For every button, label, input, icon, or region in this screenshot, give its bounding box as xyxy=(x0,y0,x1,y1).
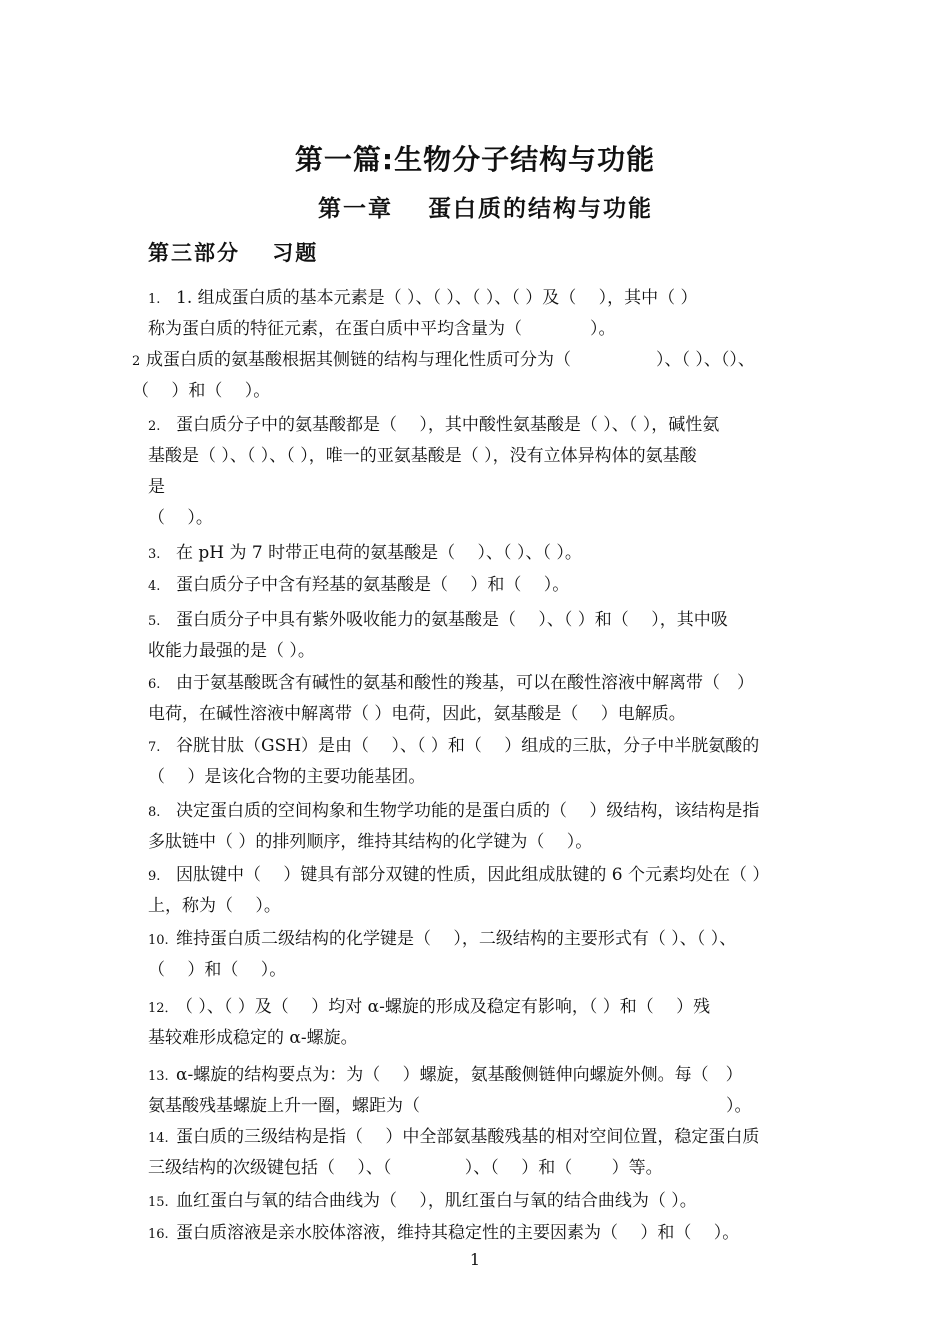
question-text: （ ）和（ ）。 xyxy=(148,960,287,980)
question-text: （ ）。 xyxy=(148,508,213,528)
question-line xyxy=(148,762,860,793)
question-number: 15. xyxy=(148,1195,169,1210)
question-line xyxy=(148,1091,860,1122)
question-number: 1. xyxy=(148,292,161,307)
question-line xyxy=(148,924,860,955)
question-line xyxy=(148,699,860,730)
question-item xyxy=(148,668,860,730)
question-text: 多肽链中（ ）的排列顺序，维持其结构的化学键为（ ）。 xyxy=(148,832,593,852)
question-text: 蛋白质分子中具有紫外吸收能力的氨基酸是（ ）、（ ）和（ ），其中吸 xyxy=(176,610,728,630)
question-text: 基较难形成稳定的 α-螺旋。 xyxy=(148,1028,358,1048)
question-text: 蛋白质溶液是亲水胶体溶液，维持其稳定性的主要因素为（ ）和（ ）。 xyxy=(176,1223,740,1243)
question-text: （ ）是该化合物的主要功能基团。 xyxy=(148,767,426,787)
question-line xyxy=(148,283,860,314)
question-text: 在 pH 为 7 时带正电荷的氨基酸是（ ）、（ ）、（ ）。 xyxy=(176,543,582,563)
question-text: 决定蛋白质的空间构象和生物学功能的是蛋白质的（ ）级结构，该结构是指 xyxy=(176,801,760,821)
question-line xyxy=(148,891,860,922)
question-line xyxy=(148,955,860,986)
question-number: 3. xyxy=(148,547,161,562)
question-text: 是 xyxy=(148,477,165,497)
question-number: 9. xyxy=(148,869,161,884)
question-item xyxy=(148,1122,860,1184)
question-number: 2. xyxy=(148,419,161,434)
question-item xyxy=(148,283,860,345)
question-line xyxy=(148,636,860,667)
question-text: 收能力最强的是（ ）。 xyxy=(148,641,315,661)
question-number: 16. xyxy=(148,1227,169,1242)
question-text: 电荷，在碱性溶液中解离带（ ）电荷，因此，氨基酸是（ ）电解质。 xyxy=(148,704,686,724)
question-item xyxy=(148,1186,860,1217)
question-number: 8. xyxy=(148,805,161,820)
question-item xyxy=(148,731,860,793)
question-number: 5. xyxy=(148,614,161,629)
question-item xyxy=(148,796,860,858)
question-item xyxy=(148,410,860,534)
question-item xyxy=(148,538,860,569)
question-line xyxy=(148,314,860,345)
question-text: 1. 组成蛋白质的基本元素是（ ）、（ ）、（ ）、（ ）及（ ），其中（ ） xyxy=(176,288,698,308)
question-line xyxy=(148,410,860,441)
page-number: 1 xyxy=(469,1250,481,1269)
question-line xyxy=(148,1023,860,1054)
question-text: 上，称为（ ）。 xyxy=(148,896,281,916)
question-number: 10. xyxy=(148,933,169,948)
question-line xyxy=(148,827,860,858)
question-text: 维持蛋白质二级结构的化学键是（ ），二级结构的主要形式有（ ）、（ ）、 xyxy=(176,929,737,949)
question-text: 血红蛋白与氧的结合曲线为（ ），肌红蛋白与氧的结合曲线为（ ）。 xyxy=(176,1191,697,1211)
section-heading: 第三部分 习题 xyxy=(148,241,319,265)
question-item xyxy=(132,345,844,407)
question-line xyxy=(148,570,860,601)
question-line xyxy=(148,605,860,636)
question-line xyxy=(132,345,844,376)
question-item xyxy=(148,924,860,986)
question-text: 蛋白质分子中的氨基酸都是（ ），其中酸性氨基酸是（ ）、（ ），碱性氨 xyxy=(176,415,720,435)
question-line xyxy=(148,503,860,534)
question-line xyxy=(148,992,860,1023)
question-item xyxy=(148,605,860,667)
chapter-title: 第一章 蛋白质的结构与功能 xyxy=(318,196,654,222)
question-text: 称为蛋白质的特征元素，在蛋白质中平均含量为（ ）。 xyxy=(148,319,616,339)
question-line xyxy=(148,796,860,827)
question-text: 基酸是（ ）、（ ）、（ ），唯一的亚氨基酸是（ ），没有立体异构体的氨基酸 xyxy=(148,446,697,466)
question-line xyxy=(148,1153,860,1184)
question-line xyxy=(148,860,860,891)
question-text: 蛋白质的三级结构是指（ ）中全部氨基酸残基的相对空间位置，稳定蛋白质 xyxy=(176,1127,760,1147)
part-title: 第一篇:生物分子结构与功能 xyxy=(294,143,656,176)
question-number: 2 xyxy=(132,354,141,369)
question-text: 因肽键中（ ）键具有部分双键的性质，因此组成肽键的 6 个元素均处在（ ） xyxy=(176,865,770,885)
question-number: 4. xyxy=(148,579,161,594)
question-text: （ ）和（ ）。 xyxy=(132,381,271,401)
question-text: 谷胱甘肽（GSH）是由（ ）、（ ）和（ ）组成的三肽，分子中半胱氨酸的 xyxy=(176,736,760,756)
question-line xyxy=(148,441,860,472)
question-number: 6. xyxy=(148,677,161,692)
question-item xyxy=(148,860,860,922)
question-text: 氨基酸残基螺旋上升一圈，螺距为（ ）。 xyxy=(148,1096,752,1116)
question-line xyxy=(148,1060,860,1091)
question-number: 12． xyxy=(148,1001,178,1016)
question-line xyxy=(148,1218,860,1249)
question-line xyxy=(148,472,860,503)
question-item xyxy=(148,1218,860,1249)
question-text: 由于氨基酸既含有碱性的氨基和酸性的羧基，可以在酸性溶液中解离带（ ） xyxy=(176,673,754,693)
question-text: 成蛋白质的氨基酸根据其侧链的结构与理化性质可分为（ ）、（ ）、（）、 xyxy=(146,350,755,370)
question-text: （ ）、（ ）及（ ）均对 α-螺旋的形成及稳定有影响，（ ）和（ ）残 xyxy=(176,997,711,1017)
question-text: 蛋白质分子中含有羟基的氨基酸是（ ）和（ ）。 xyxy=(176,575,570,595)
question-line xyxy=(148,1122,860,1153)
question-text: 三级结构的次级键包括（ ）、（ ）、（ ）和（ ）等。 xyxy=(148,1158,663,1178)
question-item xyxy=(148,1060,860,1122)
question-text: α-螺旋的结构要点为：为（ ）螺旋，氨基酸侧链伸向螺旋外侧。每（ ） xyxy=(176,1065,743,1085)
question-item xyxy=(148,992,860,1054)
question-line xyxy=(148,668,860,699)
question-number: 13. xyxy=(148,1069,169,1084)
question-line xyxy=(132,376,844,407)
question-line xyxy=(148,731,860,762)
question-line xyxy=(148,538,860,569)
question-number: 14. xyxy=(148,1131,169,1146)
question-line xyxy=(148,1186,860,1217)
question-item xyxy=(148,570,860,601)
question-number: 7. xyxy=(148,740,161,755)
